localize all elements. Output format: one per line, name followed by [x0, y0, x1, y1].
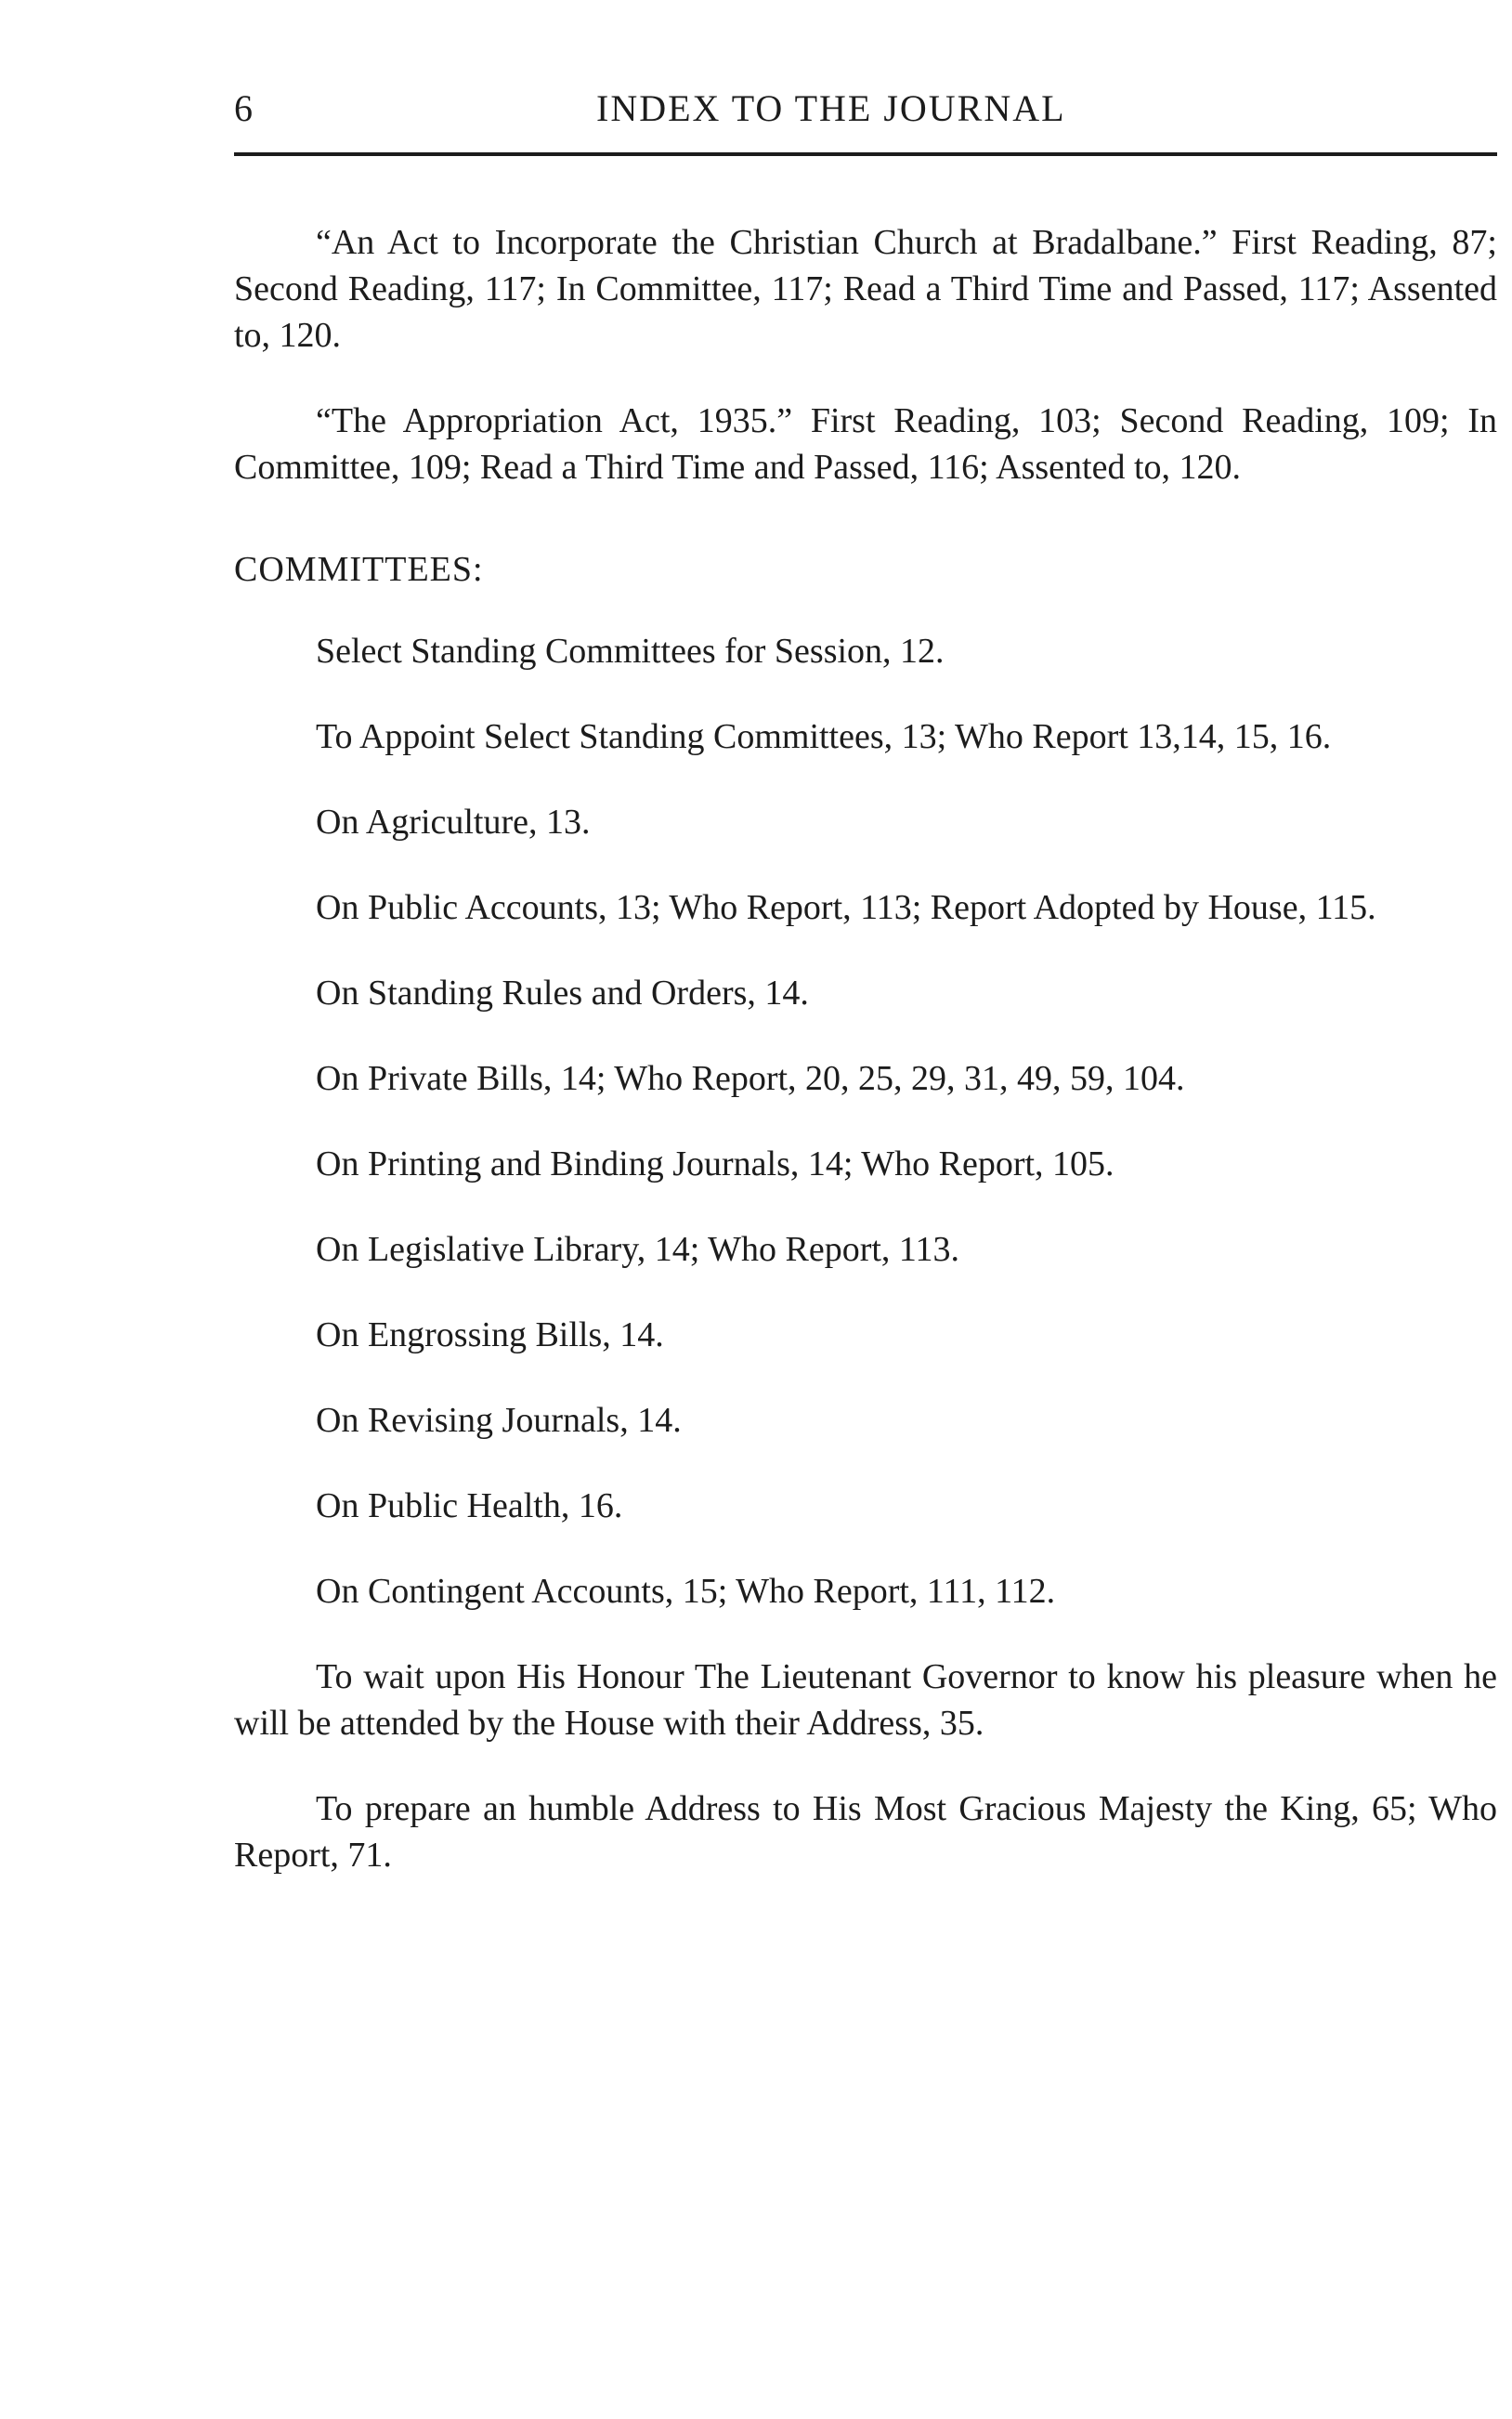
committee-entry: On Agriculture, 13. — [316, 803, 591, 842]
committee-entry: On Public Health, 16. — [316, 1486, 623, 1525]
committee-entry: On Contingent Accounts, 15; Who Report, 111, 112. — [316, 1572, 1056, 1611]
committee-entry: On Legislative Library, 14; Who Report, 113. — [316, 1230, 959, 1269]
running-title: INDEX TO THE JOURNAL — [596, 87, 1066, 129]
page-number: 6 — [234, 87, 253, 129]
committee-entry: On Public Accounts, 13; Who Report, 113; Report Adopted by House, 115. — [316, 888, 1376, 927]
page-header — [234, 85, 1497, 137]
committees-heading: COMMITTEES: — [234, 550, 484, 589]
act-entry-bradalbane: “An Act to Incorporate the Christian Church at Bradalbane.” First Reading, 87; Second Reading, 117; In Committee, 117; Read a Third Time and Passed, 117; Assented to, 120. — [234, 223, 1497, 355]
committee-entry: On Engrossing Bills, 14. — [316, 1315, 664, 1354]
committee-entry: On Printing and Binding Journals, 14; Who Report, 105. — [316, 1144, 1114, 1183]
committee-entry: To wait upon His Honour The Lieutenant Governor to know his pleasure when he will be attended by the House with their Address, 35. — [234, 1657, 1497, 1743]
committee-entry: On Private Bills, 14; Who Report, 20, 25, 29, 31, 49, 59, 104. — [316, 1059, 1185, 1098]
committee-entry: On Revising Journals, 14. — [316, 1401, 682, 1440]
committee-entry: To prepare an humble Address to His Most Gracious Majesty the King, 65; Who Report, 71. — [234, 1789, 1497, 1875]
committee-entry: Select Standing Committees for Session, 12. — [316, 632, 945, 671]
header-rule — [234, 152, 1497, 156]
committee-entry: To Appoint Select Standing Committees, 13; Who Report 13,14, 15, 16. — [316, 717, 1332, 756]
index-body — [234, 219, 1497, 1917]
committee-entry: On Standing Rules and Orders, 14. — [316, 974, 809, 1013]
act-entry-appropriation: “The Appropriation Act, 1935.” First Reading, 103; Second Reading, 109; In Committee, 109; Read a Third Time and Passed, 116; Assented to, 120. — [234, 401, 1497, 487]
